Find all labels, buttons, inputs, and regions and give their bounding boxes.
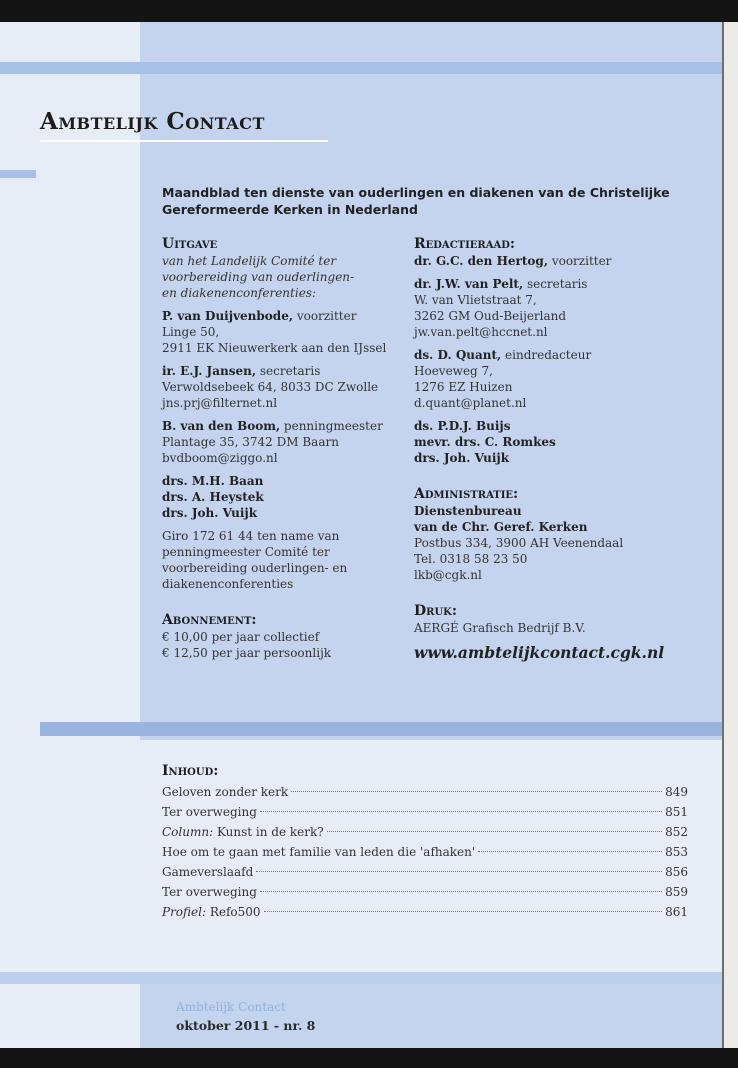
colophon-right-column [414,236,714,663]
toc-page-number: 851 [665,805,688,819]
website-link[interactable]: www.ambtelijkcontact.cgk.nl [414,643,665,662]
toc-page-number: 861 [665,905,688,919]
administratie-contact: Postbus 334, 3900 AH Veenendaal Tel. 0318 58 23 50 lkb@cgk.nl [414,536,624,582]
toc-page-number: 849 [665,785,688,799]
toc-leader [256,871,662,872]
toc-item[interactable]: Geloven zonder kerk 849 [162,782,688,802]
toc-leader [327,831,662,832]
footer-magazine-name: Ambtelijk Contact [176,1000,286,1014]
side-tick [0,170,36,178]
toc-item[interactable]: Profiel: Refo500 861 [162,902,688,922]
committee-secretary: ir. E.J. Jansen, secretaris Verwoldsebeek 64, 8033 DC Zwolle jns.prj@filternet.nl [162,364,379,410]
editorial-members: ds. P.D.J. Buijs mevr. drs. C. Romkes drs. Joh. Vuijk [414,419,556,465]
druk-printer: AERGÉ Grafisch Bedrijf B.V. [414,621,586,635]
toc-leader [260,891,662,892]
footer-issue-date: oktober 2011 - nr. 8 [176,1018,316,1033]
toc-page-number: 853 [665,845,688,859]
giro-info: Giro 172 61 44 ten name van penningmeester Comité ter voorbereiding ouderlingen- en diakenenconferenties [162,529,348,591]
uitgave-heading: Uitgave [162,236,218,252]
magazine-subtitle: Maandblad ten dienste van ouderlingen en diakenen van de Christelijke Gereformeerde Kerken in Nederland [162,185,670,217]
committee-treasurer: B. van den Boom, penningmeester Plantage 35, 3742 DM Baarn bvdboom@ziggo.nl [162,419,383,465]
footer-stripe [0,972,722,984]
toc-item[interactable]: Column: Kunst in de kerk? 852 [162,822,688,842]
toc-page-number: 859 [665,885,688,899]
toc-leader [264,911,663,912]
toc-leader [291,791,662,792]
abonnement-heading: Abonnement: [162,612,257,628]
committee-chair: P. van Duijvenbode, voorzitter Linge 50, 2911 EK Nieuwerkerk aan den IJssel [162,309,387,355]
editor-in-chief: ds. D. Quant, eindredacteur Hoeveweg 7, 1276 EZ Huizen d.quant@planet.nl [414,348,592,410]
scan-border-bottom [0,1048,738,1068]
table-of-contents [162,762,688,922]
header-stripe [0,62,722,74]
toc-page-number: 856 [665,865,688,879]
redactieraad-heading: Redactieraad: [414,236,516,252]
toc-item[interactable]: Ter overweging 859 [162,882,688,902]
divider-stripe [40,722,722,736]
toc-leader [260,811,662,812]
committee-members: drs. M.H. Baan drs. A. Heystek drs. Joh. Vuijk [162,474,264,520]
toc-leader [478,851,662,852]
inhoud-heading: Inhoud: [162,763,219,779]
druk-heading: Druk: [414,603,458,619]
magazine-title: Ambtelijk Contact [40,108,265,135]
toc-item[interactable]: Hoe om te gaan met familie van leden die 'afhaken' 853 [162,842,688,862]
administratie-heading: Administratie: [414,486,519,502]
editorial-chair: dr. G.C. den Hertog, voorzitter [414,254,612,268]
editorial-secretary: dr. J.W. van Pelt, secretaris W. van Vlietstraat 7, 3262 GM Oud-Beijerland jw.van.pelt@hccnet.nl [414,277,588,339]
toc-page-number: 852 [665,825,688,839]
toc-item[interactable]: Ter overweging 851 [162,802,688,822]
page-edge [722,22,738,1048]
scan-border-top [0,0,738,22]
toc-item[interactable]: Gameverslaafd 856 [162,862,688,882]
administratie-org: Dienstenbureau van de Chr. Geref. Kerken [414,504,588,534]
footer-panel [140,984,722,1048]
title-underline [40,140,328,142]
colophon-left-column [162,236,412,661]
abonnement-prices: € 10,00 per jaar collectief € 12,50 per jaar persoonlijk [162,630,332,660]
uitgave-intro: van het Landelijk Comité ter voorbereiding van ouderlingen- en diakenenconferenties: [162,254,355,300]
